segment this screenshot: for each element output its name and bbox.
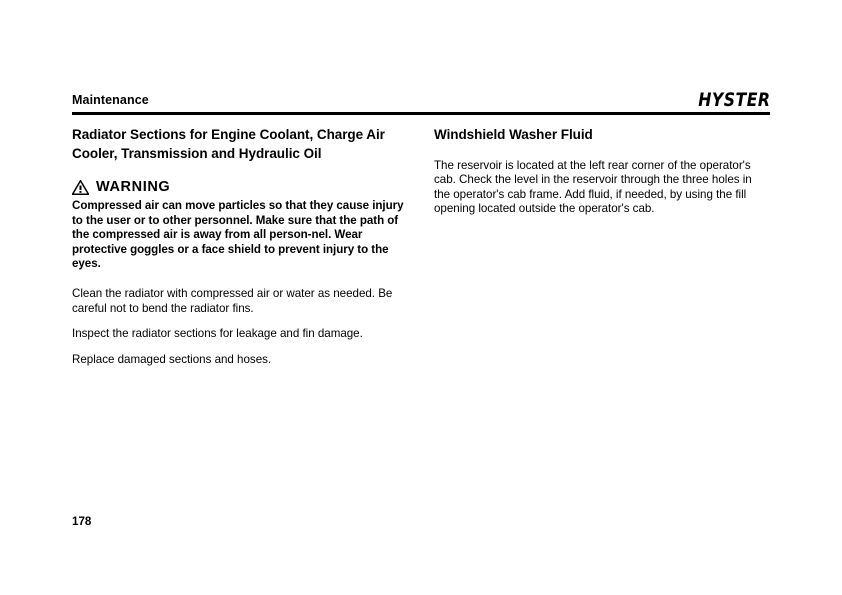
left-paragraph-3: Replace damaged sections and hoses.: [72, 352, 272, 366]
header-section-title: Maintenance: [72, 93, 149, 107]
left-paragraph-1: Clean the radiator with compressed air or water as needed. Be careful not to bend the radiator fins.: [72, 286, 393, 315]
warning-header: [72, 179, 408, 195]
right-section-heading: Windshield Washer Fluid: [434, 127, 593, 142]
right-paragraph-1: The reservoir is located at the left rear corner of the operator's cab. Check the level in the reservoir through the three holes in the operator's cab frame. Add fluid, if needed, by using the fill opening located outside the operator's cab.: [434, 158, 752, 216]
page-number: 178: [72, 515, 92, 528]
right-column: [434, 126, 770, 217]
warning-label: WARNING: [96, 179, 171, 195]
warning-text: Compressed air can move particles so that they cause injury to the user or to other personnel. Make sure that the path of the compressed air is away from all person-nel. Wear protective goggles or a face shield to prevent injury to the eyes.: [72, 199, 404, 271]
warning-block: [72, 179, 408, 272]
left-section-heading: Radiator Sections for Engine Coolant, Charge Air Cooler, Transmission and Hydraulic Oil: [72, 127, 385, 161]
left-paragraph-2: Inspect the radiator sections for leakage and fin damage.: [72, 327, 363, 341]
warning-triangle-icon: [72, 180, 89, 195]
hyster-brand-logo: HYSTER: [697, 89, 770, 111]
header-divider-rule: [72, 112, 770, 115]
left-column: [72, 126, 408, 367]
